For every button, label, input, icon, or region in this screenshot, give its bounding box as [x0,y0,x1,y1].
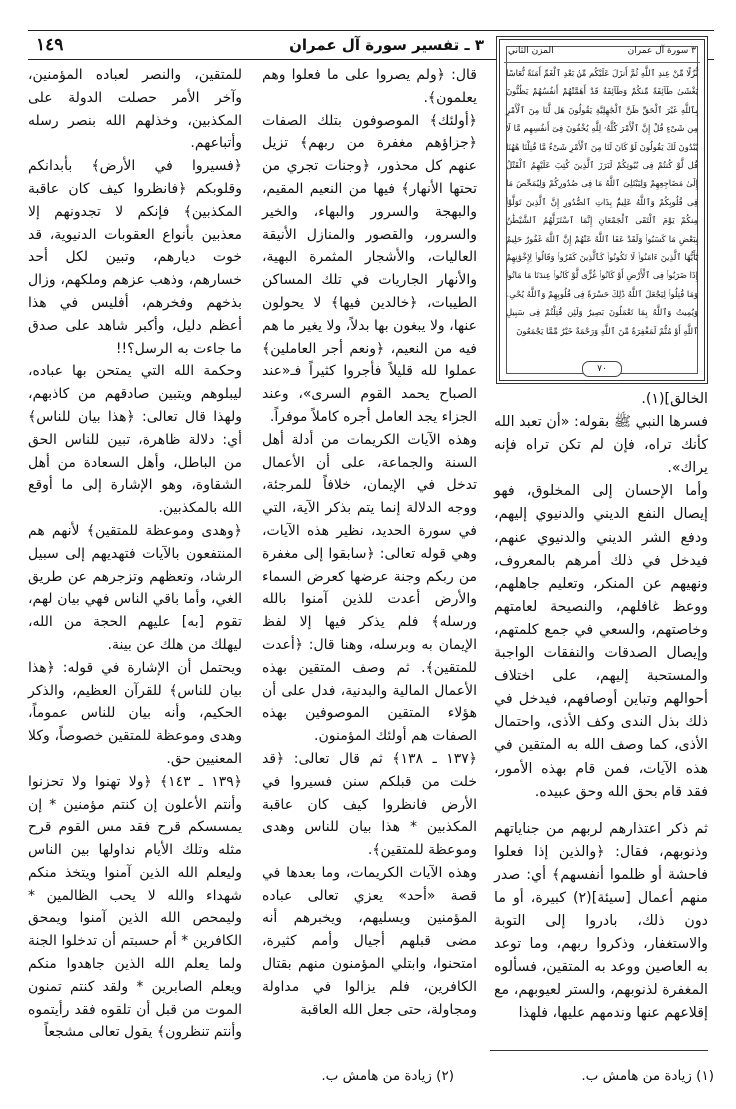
column-middle [262,64,477,1021]
paragraph: ﴿وهدى وموعظة للمتقين﴾ لأنهم هم المنتفعون بالآيات فتهديهم إلى سبيل الرشاد، وتعظهم وتزجرهم عن طريق الغي، وأما باقي الناس فهي بيان لهم، تقوم [به] عليهم الحجة من الله، ليهلك من هلك عن بينة. [28,522,242,653]
footnote-1: (١) زيادة من هامش ب. [581,1068,714,1084]
quran-surah-label: ٣ سورة آل عمران [627,46,696,56]
quran-frame [496,36,708,384]
paragraph: قال: ﴿ولم يصروا على ما فعلوا وهم يعلمون﴾. [262,67,477,106]
paragraph: وحكمة الله التي يمتحن بها عباده، ليبلوهم ويتبين صادقهم من كاذبهم، ولهذا قال تعالى: ﴿هذا بيان للناس﴾ أي: دلالة ظاهرة، تبين للناس الحق من الباطل، وأهل السعادة من أهل الشقاوة، وهو الإشارة إلى ما أوقع الله بالمكذبين. [28,363,242,517]
column-left [28,64,242,1044]
quran-juz-label: المزن الثاني [508,46,554,56]
quran-frame-header [504,42,700,63]
column-right [494,388,708,1026]
footnote-divider [490,1050,708,1051]
paragraph: ثم ذكر اعتذارهم لربهم من جناياتهم وذنوبهم، فقال: ﴿والذين إذا فعلوا فاحشة أو ظلموا أنفسهم﴾ أي: صدر منهم أعمال [سيئة](٢) كبيرة، أو ما دون ذلك، بادروا إلى التوبة والاستغفار، وذكروا ربهم، وما توعد به العاصين ووعد به المتقين، فسألوه المغفرة لذنوبهم، والستر لعيوبهم، مع إقلاعهم عنها وندمهم عليها، فلهذا [494,820,708,1022]
paragraph: وهذه الآيات الكريمات، وما بعدها في قصة «أحد» يعزي تعالى عباده المؤمنين ويسليهم، ويخبرهم أنه مضى قبلهم أجيال وأمم كثيرة، امتحنوا، وابتلي المؤمنون منهم بقتال الكافرين، فلم يزالوا في مداولة ومجاولة، حتى جعل الله العاقبة [262,864,477,1018]
quran-text: نُّزُلًا مِّنْ عِندِ ٱللَّهِ ثُمَّ أَنزَلَ عَلَيْكُم مِّنۢ بَعْدِ ٱلْغَمِّ أَمَنَةً نُّعَاسًا يَغْشَىٰ طَآئِفَةً مِّنكُمْ وَطَآئِفَةٌ قَدْ أَهَمَّتْهُمْ أَنفُسُهُمْ يَظُنُّونَ بِٱللَّهِ غَيْرَ ٱلْحَقِّ ظَنَّ ٱلْجَٰهِلِيَّةِ يَقُولُونَ هَل لَّنَا مِنَ ٱلْأَمْرِ مِن شَىْءٍ قُلْ إِنَّ ٱلْأَمْرَ كُلَّهُۥ لِلَّهِ يُخْفُونَ فِىٓ أَنفُسِهِم مَّا لَا يُبْدُونَ لَكَ يَقُولُونَ لَوْ كَانَ لَنَا مِنَ ٱلْأَمْرِ شَىْءٌ مَّا قُتِلْنَا هَٰهُنَا قُل لَّوْ كُنتُمْ فِى بُيُوتِكُمْ لَبَرَزَ ٱلَّذِينَ كُتِبَ عَلَيْهِمُ ٱلْقَتْلُ إِلَىٰ مَضَاجِعِهِمْ وَلِيَبْتَلِىَ ٱللَّهُ مَا فِى صُدُورِكُمْ وَلِيُمَحِّصَ مَا فِى قُلُوبِكُمْ وَٱللَّهُ عَلِيمٌۢ بِذَاتِ ٱلصُّدُورِ إِنَّ ٱلَّذِينَ تَوَلَّوْا۟ مِنكُمْ يَوْمَ ٱلْتَقَى ٱلْجَمْعَانِ إِنَّمَا ٱسْتَزَلَّهُمُ ٱلشَّيْطَٰنُ بِبَعْضِ مَا كَسَبُوا۟ وَلَقَدْ عَفَا ٱللَّهُ عَنْهُمْ إِنَّ ٱللَّهَ غَفُورٌ حَلِيمٌ يَٰٓأَيُّهَا ٱلَّذِينَ ءَامَنُوا۟ لَا تَكُونُوا۟ كَٱلَّذِينَ كَفَرُوا۟ وَقَالُوا۟ لِإِخْوَٰنِهِمْ إِذَا ضَرَبُوا۟ فِى ٱلْأَرْضِ أَوْ كَانُوا۟ غُزًّى لَّوْ كَانُوا۟ عِندَنَا مَا مَاتُوا۟ وَمَا قُتِلُوا۟ لِيَجْعَلَ ٱللَّهُ ذَٰلِكَ حَسْرَةً فِى قُلُوبِهِمْ وَٱللَّهُ يُحْىِۦ وَيُمِيتُ وَٱللَّهُ بِمَا تَعْمَلُونَ بَصِيرٌ وَلَئِن قُتِلْتُمْ فِى سَبِيلِ ٱللَّهِ أَوْ مُتُّمْ لَمَغْفِرَةٌ مِّنَ ٱللَّهِ وَرَحْمَةٌ خَيْرٌ مِّمَّا يَجْمَعُونَ [506,68,698,336]
page-title: ٣ ـ تفسير سورة آل عمران [289,36,484,54]
paragraph: الخالق](١). [641,391,708,407]
quran-page-number: ٧٠ [582,361,622,377]
paragraph: ﴿١٣٩ ـ ١٤٣﴾ ﴿ولا تهنوا ولا تحزنوا وأنتم الأعلون إن كنتم مؤمنين * إن يمسسكم قرح فقد مس القوم قرح مثله وتلك الأيام نداولها بين الناس وليعلم الله الذين آمنوا ويتخذ منكم شهداء والله لا يحب الظالمين * وليمحص الله الذين آمنوا ويمحق الكافرين * أم حسبتم أن تدخلوا الجنة ولما يعلم الله الذين جاهدوا منكم ويعلم الصابرين * ولقد كنتم تمنون الموت من قبل أن تلقوه فقد رأيتموه وأنتم تنظرون﴾ يقول تعالى مشجعاً [28,773,242,1041]
paragraph: ويحتمل أن الإشارة في قوله: ﴿هذا بيان للناس﴾ للقرآن العظيم، والذكر الحكيم، وأنه بيان للناس عموماً، وهدى وموعظة للمتقين خصوصاً، وكلا المعنيين حق. [28,659,242,767]
paragraph: للمتقين، والنصر لعباده المؤمنين، وآخر الأمر حصلت الدولة على المكذبين، وخذلهم الله بنصر رسله وأتباعهم. [28,67,242,152]
paragraph: فسرها النبي ﷺ بقوله: «أن تعبد الله كأنك تراه، فإن لم تكن تراه فإنه يراك». [494,414,708,477]
footnote-2: (٢) زيادة من هامش ب. [321,1068,454,1084]
page-number: ١٤٩ [36,35,64,55]
paragraph: ﴿فسيروا في الأرض﴾ بأبدانكم وقلوبكم ﴿فانظروا كيف كان عاقبة المكذبين﴾ فإنكم لا تجدونهم إلا معذبين بأنواع العقوبات الدنيوية، قد خوت ديارهم، وتبين لكل أحد خسارهم، وذهب عزهم وملكهم، وزال بذخهم وفخرهم، أفليس في هذا أعظم دليل، وأكبر شاهد على صدق ما جاءت به الرسل؟!! [28,158,242,357]
paragraph: ﴿أولئك﴾ الموصوفون بتلك الصفات ﴿جزاؤهم مغفرة من ربهم﴾ تزيل عنهم كل محذور، ﴿وجنات تجري من تحتها الأنهار﴾ فيها من النعيم المقيم، والبهجة والسرور والبهاء، والخير والسرور، والقصور والمنازل الأنيقة العاليات، والأشجار المثمرة البهية، والأنهار الجاريات في تلك المساكن الطيبات، ﴿خالدين فيها﴾ لا يحولون عنها، ولا يبغون بها بدلاً، ولا يغير ما هم فيه من النعيم، ﴿ونعم أجر العاملين﴾ عملوا لله قليلاً فأجروا كثيراً فـ«عند الصباح يحمد القوم السرى»، وعند الجزاء يجد العامل أجره كاملاً موفراً. [262,112,477,425]
paragraph: ﴿١٣٧ ـ ١٣٨﴾ ثم قال تعالى: ﴿قد خلت من قبلكم سنن فسيروا في الأرض فانظروا كيف كان عاقبة المكذبين * هذا بيان للناس وهدى وموعظة للمتقين﴾. [262,750,477,859]
paragraph: وأما الإحسان إلى المخلوق، فهو إيصال النفع الديني والدنيوي إليهم، ودفع الشر الديني والدنيوي عنهم، فيدخل في ذلك أمرهم بالمعروف، ونهيهم عن المنكر، وتعليم جاهلهم، ووعظ غافلهم، والنصيحة لعامتهم وخاصتهم، والسعي في جمع كلمتهم، وإيصال الصدقات والنفقات الواجبة والمستحبة إليهم، على اختلاف أحوالهم وتباين أوصافهم، فيدخل في ذلك بذل الندى وكف الأذى، واحتمال الأذى، كما وصف الله به المتقين في هذه الآيات، فمن قام بهذه الأمور، فقد قام بحق الله وحق عبيده. [494,483,708,800]
paragraph: وهذه الآيات الكريمات من أدلة أهل السنة والجماعة، على أن الأعمال تدخل في الإيمان، خلافاً للمرجئة، ووجه الدلالة إنما يتم بذكر الآية، التي في سورة الحديد، نظير هذه الآيات، وهي قوله تعالى: ﴿سابقوا إلى مغفرة من ربكم وجنة عرضها كعرض السماء والأرض أعدت للذين آمنوا بالله ورسله﴾ فلم يذكر فيها إلا لفظ الإيمان به وبرسله، وهنا قال: ﴿أعدت للمتقين﴾. ثم وصف المتقين بهذه الأعمال المالية والبدنية، فدل على أن هؤلاء المتقين الموصوفين بهذه الصفات هم أولئك المؤمنون. [262,431,477,745]
